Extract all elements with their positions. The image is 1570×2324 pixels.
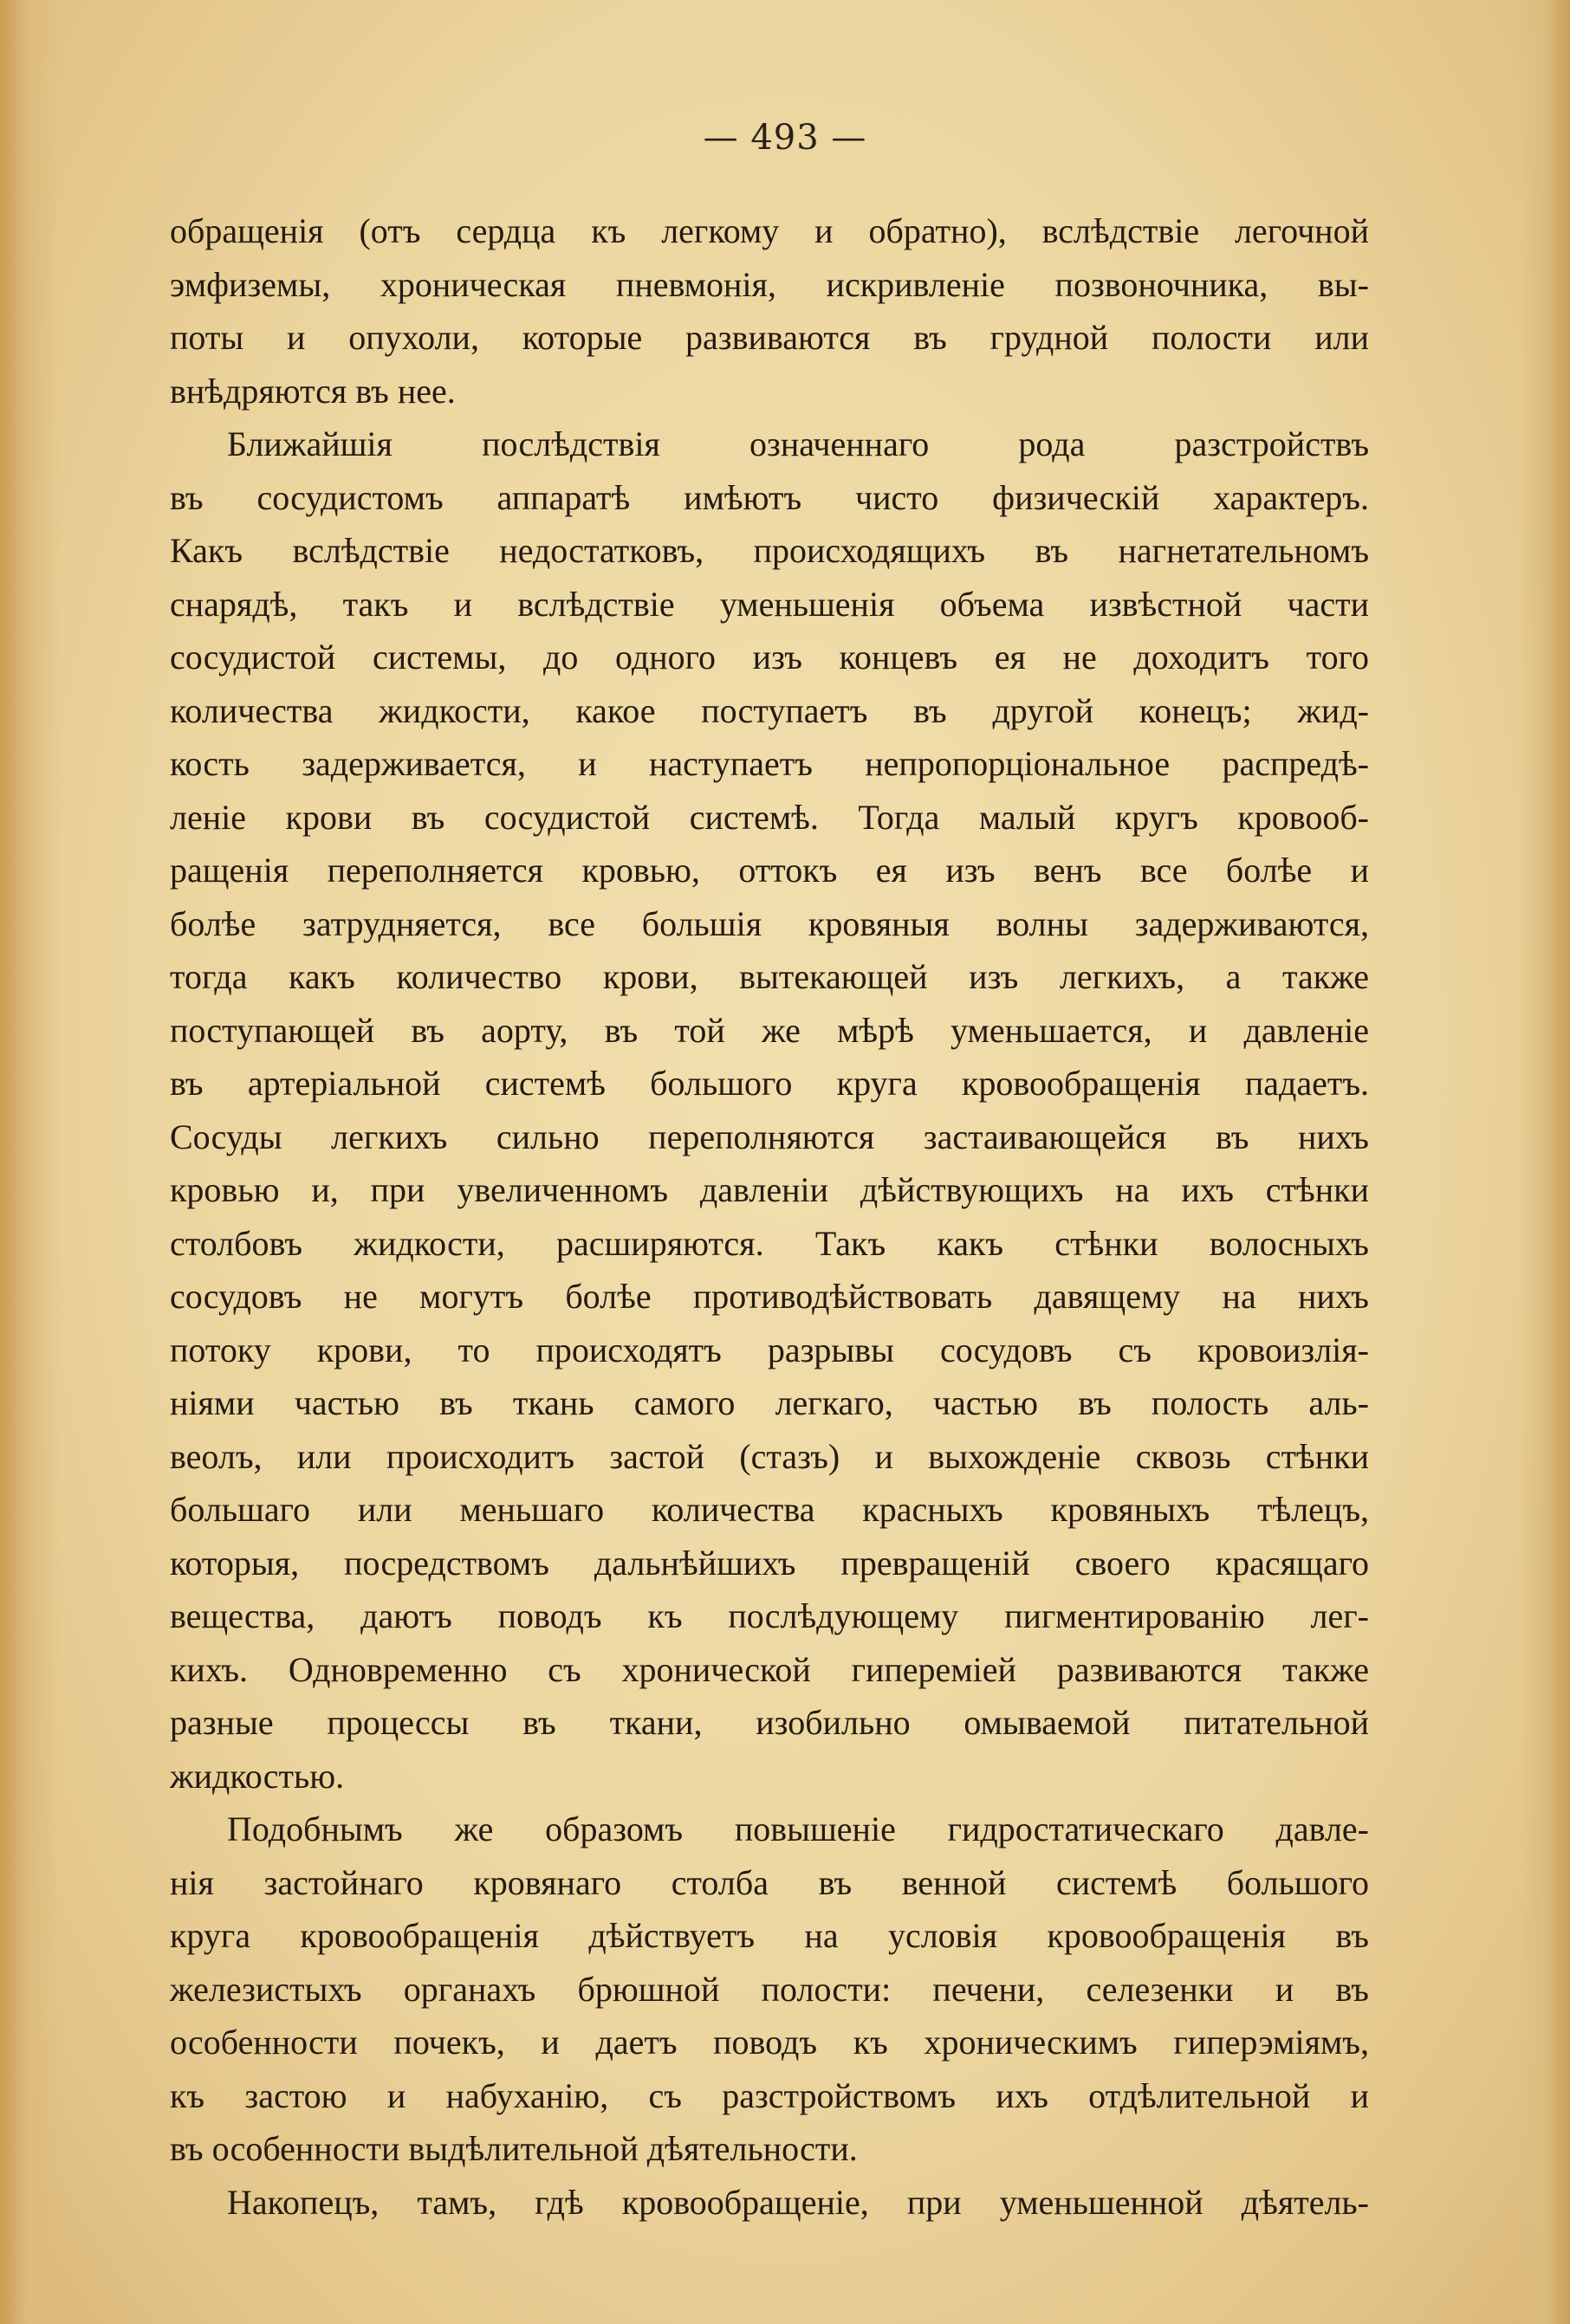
page-edge-left [0, 0, 61, 2324]
text-line: круга кровообращенія дѣйствуетъ на условія кровообращенія въ [170, 1916, 1369, 1955]
text-line: которыя, посредствомъ дальнѣйшихъ превращеній своего красящаго [170, 1543, 1369, 1583]
text-line: сосудистой системы, до одного изъ концевъ ея не доходитъ того [170, 638, 1369, 676]
text-line: леніе крови въ сосудистой системѣ. Тогда малый кругъ кровооб- [170, 797, 1369, 837]
text-line: кихъ. Одновременно съ хронической гипереміей развиваются также [170, 1649, 1369, 1689]
text-line: тогда какъ количество крови, вытекающей изъ легкихъ, а также [170, 957, 1369, 996]
text-line: обращенія (отъ сердца къ легкому и обратно), вслѣдствіе легочной [170, 211, 1369, 250]
text-line: количества жидкости, какое поступаетъ въ другой конецъ; жид- [170, 690, 1369, 730]
text-line: Сосуды легкихъ сильно переполняются застаивающейся въ нихъ [170, 1117, 1369, 1156]
text-line: разные процессы въ ткани, изобильно омываемой питательной [170, 1703, 1369, 1742]
text-line: большаго или меньшаго количества красныхъ кровяныхъ тѣлецъ, [170, 1490, 1369, 1529]
text-line: Какъ вслѣдствіе недостатковъ, происходящихъ въ нагнетательномъ [170, 531, 1369, 570]
body-text [170, 204, 1369, 2229]
text-line: вещества, даютъ поводъ къ послѣдующему пигментированію лег- [170, 1596, 1369, 1635]
text-line: снарядѣ, такъ и вслѣдствіе уменьшенія объема извѣстной части [170, 584, 1369, 624]
paragraph [170, 418, 1369, 1803]
text-line: кровью и, при увеличенномъ давленіи дѣйствующихъ на ихъ стѣнки [170, 1170, 1369, 1209]
text-line: Подобнымъ же образомъ повышеніе гидростатическаго давле- [227, 1809, 1369, 1848]
text-line: веолъ, или происходитъ застой (стазъ) и выхожденіе сквозь стѣнки [170, 1436, 1369, 1476]
text-line: эмфиземы, хроническая пневмонія, искривленіе позвоночника, вы- [170, 264, 1369, 304]
text-line: сосудовъ не могутъ болѣе противодѣйствовать давящему на нихъ [170, 1277, 1369, 1316]
page-edge-right [1518, 0, 1570, 2324]
text-line: кость задерживается, и наступаетъ непропорціональное распредѣ- [170, 744, 1369, 783]
text-line: внѣдряются въ нее. [170, 371, 456, 411]
text-line: поты и опухоли, которые развиваются въ грудной полости или [170, 318, 1369, 357]
text-line: ніями частью въ ткань самого легкаго, частью въ полость аль- [170, 1383, 1369, 1422]
text-line: жидкостью. [170, 1756, 345, 1796]
text-line: потоку крови, то происходятъ разрывы сосудовъ съ кровоизлія- [170, 1330, 1369, 1369]
text-line: Ближайшія послѣдствія означеннаго рода разстройствъ [227, 424, 1369, 463]
page-number: — 493 — [703, 118, 867, 158]
paragraph [170, 1803, 1369, 2176]
text-line: столбовъ жидкости, расширяются. Такъ какъ стѣнки волосныхъ [170, 1223, 1369, 1263]
text-line: ращенія переполняется кровью, оттокъ ея изъ венъ все болѣе и [170, 851, 1369, 890]
text-line: нія застойнаго кровянаго столба въ венной системѣ большого [170, 1862, 1369, 1902]
text-line: къ застою и набуханію, съ разстройствомъ ихъ отдѣлительной и [170, 2075, 1369, 2115]
text-line: железистыхъ органахъ брюшной полости: печени, селезенки и въ [170, 1969, 1369, 2009]
text-line: болѣе затрудняется, все большія кровяныя волны задерживаются, [170, 903, 1369, 943]
paragraph [170, 204, 1369, 418]
text-line: въ особенности выдѣлительной дѣятельности. [170, 2129, 858, 2168]
text-line: Накопецъ, тамъ, гдѣ кровообращеніе, при уменьшенной дѣятель- [227, 2182, 1369, 2222]
text-line: въ артеріальной системѣ большого круга кровообращенія падаетъ. [170, 1064, 1369, 1103]
paragraph [170, 2176, 1369, 2230]
text-line: особенности почекъ, и даетъ поводъ къ хроническимъ гиперэміямъ, [170, 2023, 1369, 2062]
text-line: поступающей въ аорту, въ той же мѣрѣ уменьшается, и давленіе [170, 1010, 1369, 1050]
text-line: въ сосудистомъ аппаратѣ имѣютъ чисто физическій характеръ. [170, 477, 1369, 517]
